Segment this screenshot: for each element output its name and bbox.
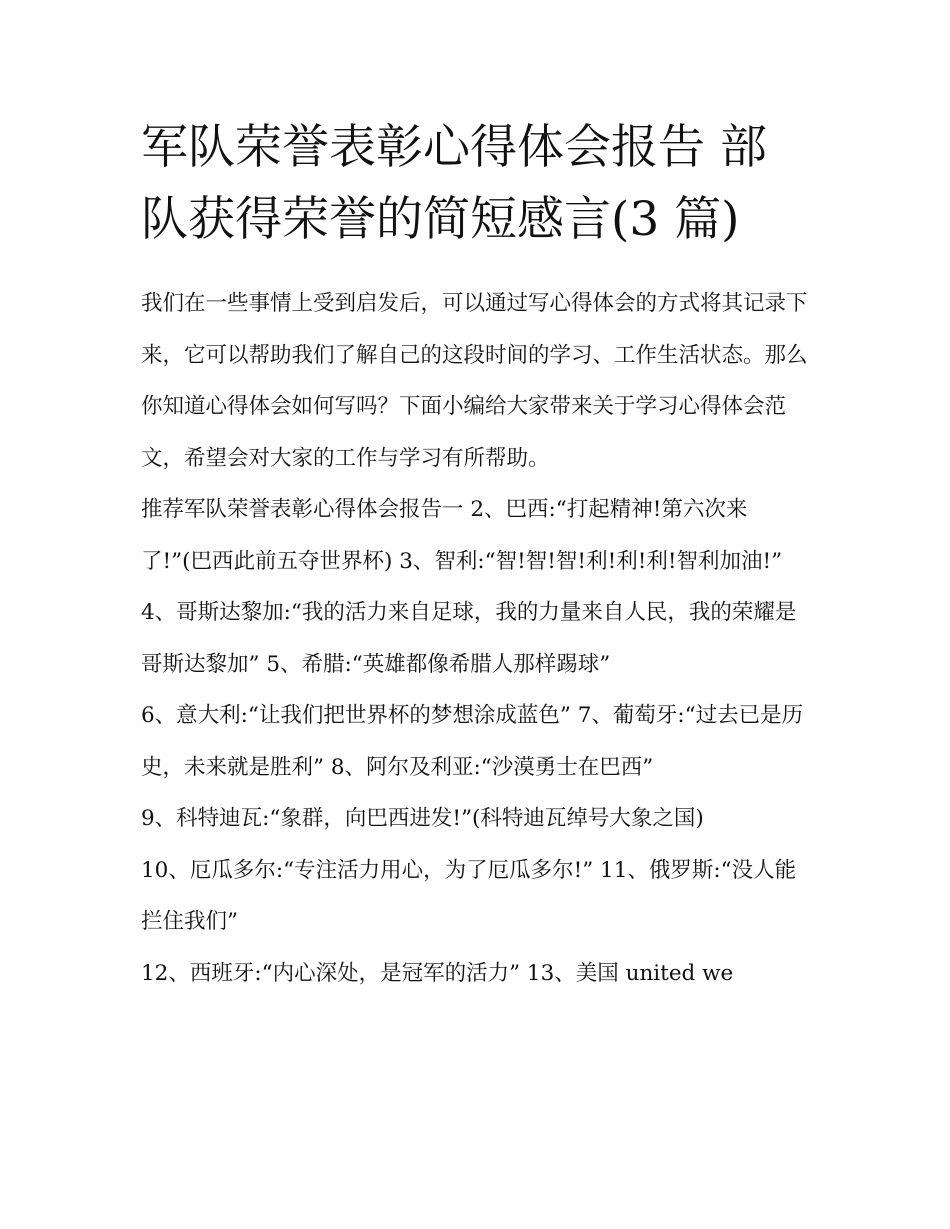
document-page bbox=[141, 112, 813, 999]
body-paragraph: 6、意大利:“让我们把世界杯的梦想涂成蓝色” 7、葡萄牙:“过去已是历史，未来就是胜利” 8、阿尔及利亚:“沙漠勇士在巴西” bbox=[141, 703, 804, 780]
body-paragraph: 10、厄瓜多尔:“专注活力用心，为了厄瓜多尔!” 11、俄罗斯:“没人能拦住我们” bbox=[141, 857, 797, 934]
body-paragraph: 12、西班牙:“内心深处，是冠军的活力” 13、美国 united we bbox=[141, 960, 734, 986]
body-paragraph: 推荐军队荣誉表彰心得体会报告一 2、巴西:“打起精神!第六次来了!”(巴西此前五夺世界杯) 3、智利:“智!智!智!利!利!利!智利加油!” bbox=[141, 497, 783, 574]
document-title: 军队荣誉表彰心得体会报告 部队获得荣誉的简短感言(3 篇) bbox=[141, 120, 767, 247]
body-paragraph: 9、科特迪瓦:“象群，向巴西进发!”(科特迪瓦绰号大象之国) bbox=[141, 806, 704, 831]
body-paragraph: 4、哥斯达黎加:“我的活力来自足球，我的力量来自人民，我的荣耀是哥斯达黎加” 5、希腊:“英雄都像希腊人那样踢球” bbox=[141, 600, 797, 677]
intro-paragraph: 我们在一些事情上受到启发后，可以通过写心得体会的方式将其记录下来，它可以帮助我们了解自己的这段时间的学习、工作生活状态。那么你知道心得体会如何写吗？下面小编给大家带来关于学习心得体会范文，希望会对大家的工作与学习有所帮助。 bbox=[141, 291, 808, 471]
